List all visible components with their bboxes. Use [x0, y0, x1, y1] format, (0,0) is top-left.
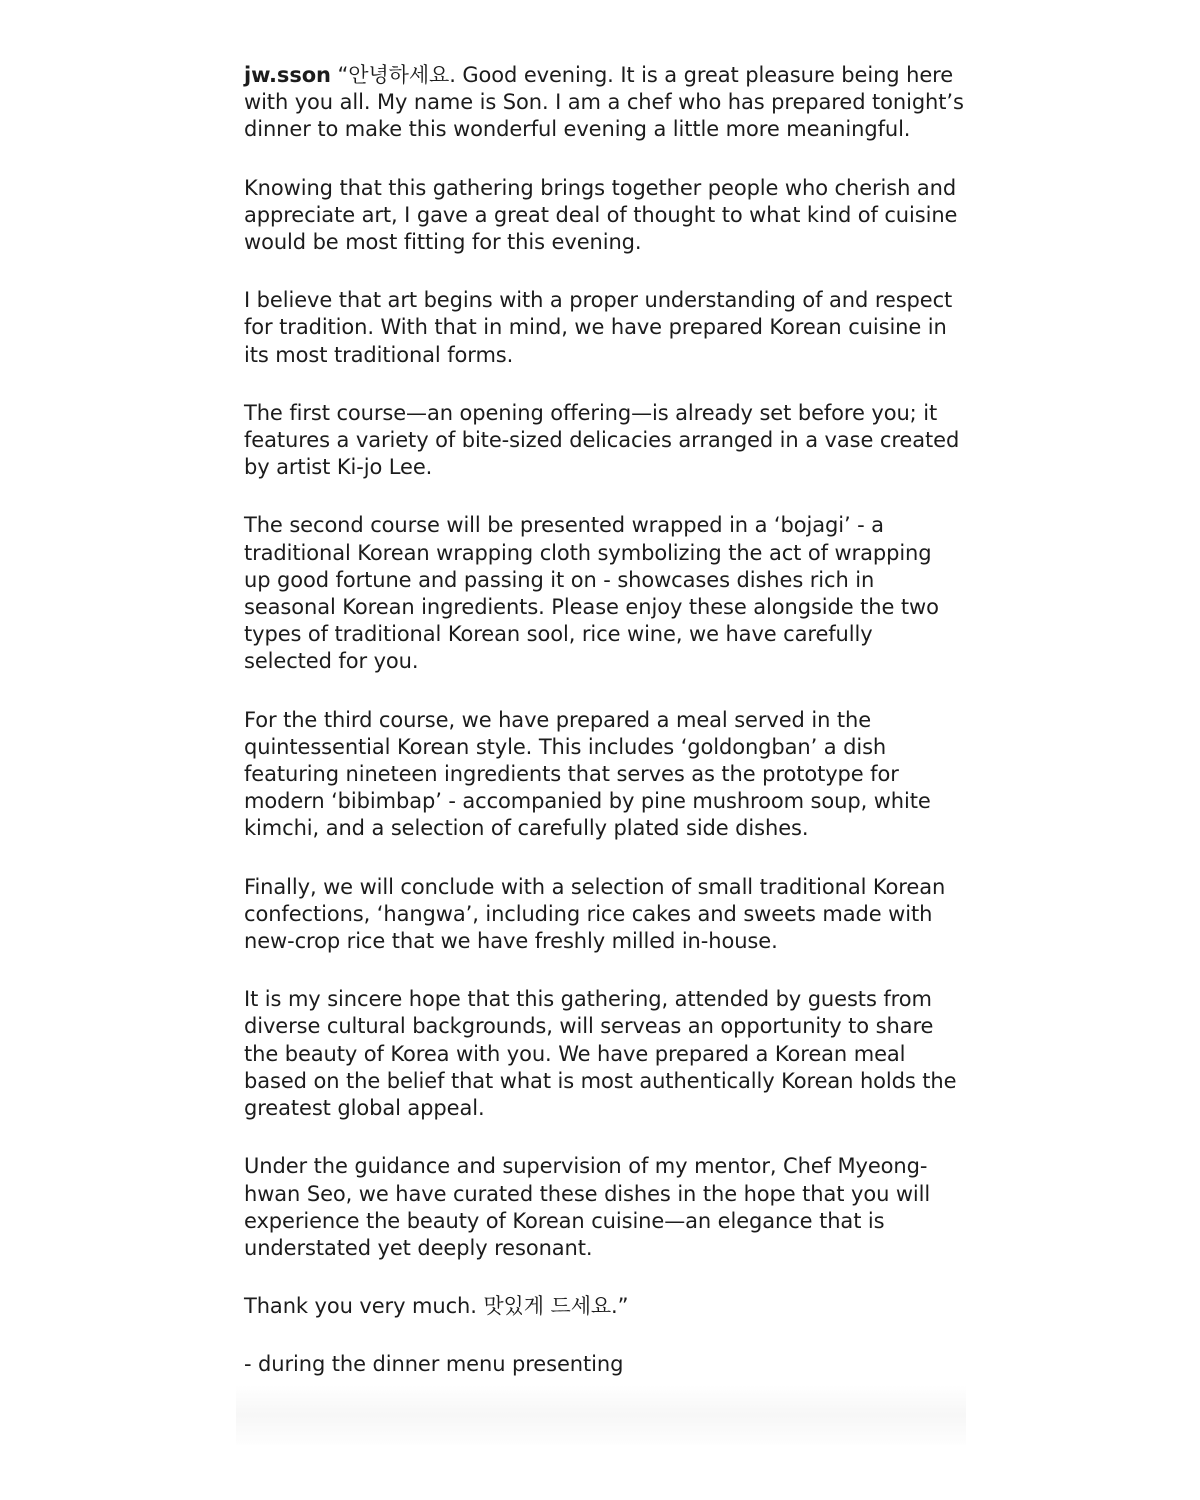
caption-paragraph-3: I believe that art begins with a proper understanding of and respect for tradition. With that in mind, we have prepared Korean cuisine in its most traditional forms.: [244, 288, 953, 367]
caption-paragraph-8: It is my sincere hope that this gathering, attended by guests from diverse cultural backgrounds, will serveas an opportunity to share the beauty of Korea with you. We have prepared a Korean meal based on the belief that what is most authentically Korean holds the greatest global appeal.: [244, 987, 957, 1121]
caption-paragraph-7: Finally, we will conclude with a selection of small traditional Korean confections, ‘hangwa’, including rice cakes and sweets made with new-crop rice that we have freshly milled in-house.: [244, 874, 946, 954]
caption-paragraph-1: [244, 62, 964, 144]
caption-paragraph-4: The first course—an opening offering—is already set before you; it features a variety of bite-sized delicacies arranged in a vase created by artist Ki-jo Lee.: [244, 400, 960, 480]
post-caption: [244, 62, 964, 1410]
caption-paragraph-11: - during the dinner menu presenting: [244, 1352, 624, 1377]
caption-text: “안녕하세요. Good evening. It is a great pleasure being here with you all. My name is Son. I am a chef who has prepared tonight’s dinner to make this wonderful evening a little more meaningful.: [244, 63, 964, 142]
caption-paragraph-6: For the third course, we have prepared a meal served in the quintessential Korean style. This includes ‘goldongban’ a dish featuring nineteen ingredients that serves as the prototype for modern ‘bibimbap’ - accompanied by pine mushroom soup, white kimchi, and a selection of carefully plated side dishes.: [244, 707, 931, 841]
caption-paragraph-10: Thank you very much. 맛있게 드세요.”: [244, 1294, 629, 1319]
username-link[interactable]: jw.sson: [244, 63, 331, 87]
caption-paragraph-5: The second course will be presented wrapped in a ‘bojagi’ - a traditional Korean wrapping cloth symbolizing the act of wrapping up good fortune and passing it on - showcases dishes rich in seasonal Korean ingredients. Please enjoy these alongside the two types of traditional Korean sool, rice wine, we have carefully selected for you.: [244, 513, 939, 674]
caption-paragraph-9: Under the guidance and supervision of my mentor, Chef Myeong-hwan Seo, we have curated these dishes in the hope that you will experience the beauty of Korean cuisine—an elegance that is understated yet deeply resonant.: [244, 1154, 931, 1260]
caption-paragraph-2: Knowing that this gathering brings together people who cherish and appreciate art, I gave a great deal of thought to what kind of cuisine would be most fitting for this evening.: [244, 175, 958, 255]
